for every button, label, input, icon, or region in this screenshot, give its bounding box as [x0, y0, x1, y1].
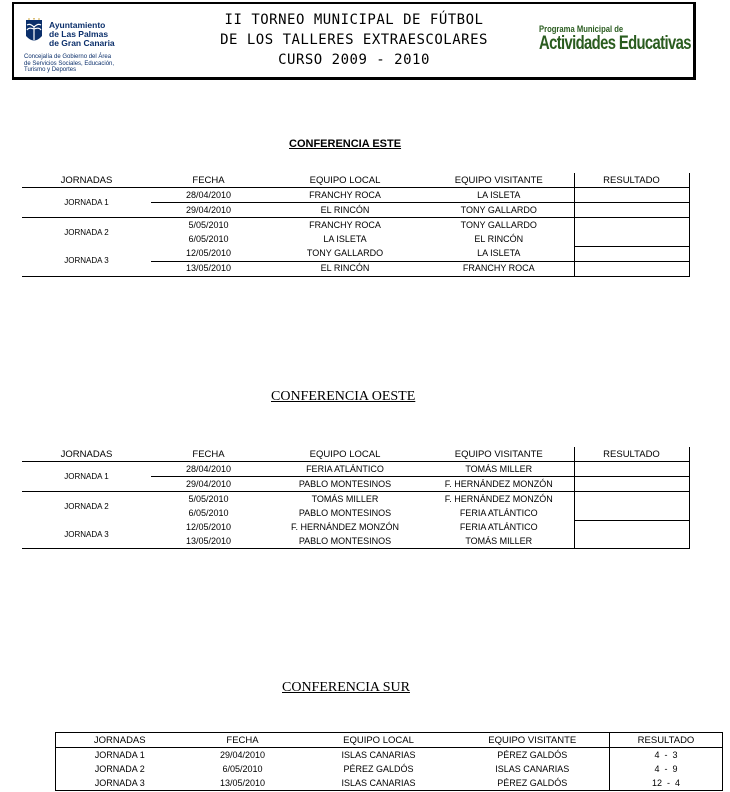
- concejalia-text: Concejalía de Gobierno del Área de Servicios Sociales, Educación, Turismo y Deportes: [24, 54, 115, 73]
- col-equipo-local: EQUIPO LOCAL: [266, 173, 424, 188]
- resultado-cell: [574, 520, 689, 549]
- programa-label: Programa Municipal de: [539, 24, 624, 34]
- jornada-label: JORNADA 1: [94, 749, 145, 760]
- col-equipo-local: EQUIPO LOCAL: [302, 733, 456, 748]
- table-header-row: [56, 733, 723, 748]
- jornada-label: JORNADA 1: [22, 188, 151, 218]
- col-equipo-local: EQUIPO LOCAL: [266, 447, 424, 462]
- resultado-cell: [574, 492, 689, 521]
- conferencia-oeste-table: [22, 447, 690, 549]
- resultado-cell: 4 - 3: [610, 748, 723, 763]
- jornada-label: JORNADA 2: [94, 763, 145, 774]
- fecha-cell: 12/05/2010: [151, 246, 266, 261]
- col-equipo-visitante: EQUIPO VISITANTE: [424, 173, 574, 188]
- visitante-cell: PÉREZ GALDÓS: [497, 777, 568, 788]
- resultado-cell: [574, 188, 689, 203]
- fecha-cell: 5/05/2010: [188, 493, 229, 504]
- col-jornadas: JORNADAS: [22, 173, 151, 188]
- jornada-label: JORNADA 2: [64, 501, 109, 511]
- conferencia-sur-title: CONFERENCIA SUR: [282, 680, 410, 695]
- local-cell: F. HERNÁNDEZ MONZÓN: [291, 521, 399, 532]
- fecha-cell: 5/05/2010: [188, 219, 229, 230]
- local-cell: PÉREZ GALDÓS: [343, 763, 414, 774]
- fecha-cell: 13/05/2010: [151, 261, 266, 276]
- local-cell: TOMÁS MILLER: [311, 493, 379, 504]
- fecha-cell: 29/04/2010: [151, 477, 266, 492]
- conferencia-oeste-title: CONFERENCIA OESTE: [271, 389, 416, 404]
- fecha-cell: 29/04/2010: [151, 203, 266, 218]
- local-cell: TONY GALLARDO: [266, 246, 424, 261]
- col-fecha: FECHA: [151, 447, 266, 462]
- local-cell: EL RINCÓN: [266, 203, 424, 218]
- visitante-cell: FERIA ATLÁNTICO: [459, 521, 538, 532]
- tournament-title: II TORNEO MUNICIPAL DE FÚTBOL DE LOS TALLERES EXTRAESCOLARES CURSO 2009 - 2010: [220, 12, 488, 68]
- col-fecha: FECHA: [184, 733, 302, 748]
- fecha-cell: 12/05/2010: [185, 521, 232, 532]
- table-row: [56, 776, 723, 791]
- local-cell: PABLO MONTESINOS: [266, 477, 424, 492]
- local-cell: FERIA ATLÁNTICO: [266, 462, 424, 477]
- resultado-cell: [574, 477, 689, 492]
- visitante-cell: TONY GALLARDO: [460, 219, 537, 230]
- visitante-cell: F. HERNÁNDEZ MONZÓN: [444, 493, 553, 504]
- jornada-label: JORNADA 3: [22, 246, 151, 276]
- resultado-cell: 12 - 4: [610, 776, 723, 791]
- fecha-cell: 6/05/2010: [222, 763, 263, 774]
- local-cell: ISLAS CANARIAS: [341, 777, 416, 788]
- local-cell: EL RINCÓN: [266, 261, 424, 276]
- col-jornadas: JORNADAS: [56, 733, 184, 748]
- fecha-cell: 28/04/2010: [151, 188, 266, 203]
- visitante-cell: PÉREZ GALDÓS: [497, 749, 568, 760]
- local-cell: LA ISLETA: [323, 233, 367, 244]
- table-row: [22, 492, 689, 507]
- local-cell: FRANCHY ROCA: [309, 219, 381, 230]
- col-equipo-visitante: EQUIPO VISITANTE: [456, 733, 610, 748]
- resultado-cell: 4 - 9: [610, 762, 723, 776]
- resultado-cell: [574, 218, 689, 247]
- local-cell: ISLAS CANARIAS: [341, 749, 416, 760]
- visitante-cell: ISLAS CANARIAS: [495, 763, 570, 774]
- resultado-cell: [574, 261, 689, 276]
- table-row: [56, 762, 723, 776]
- actividades-label: Actividades Educativas: [539, 33, 691, 54]
- col-resultado: RESULTADO: [574, 173, 689, 188]
- conferencia-este-table: [22, 173, 690, 277]
- col-jornadas: JORNADAS: [22, 447, 151, 462]
- local-cell: PABLO MONTESINOS: [266, 534, 424, 549]
- conferencia-sur-table: [55, 732, 723, 791]
- table-row: [22, 462, 689, 477]
- ayuntamiento-name: Ayuntamiento de Las Palmas de Gran Canaria: [49, 20, 115, 48]
- resultado-cell: [574, 462, 689, 477]
- fecha-cell: 29/04/2010: [219, 749, 266, 760]
- document-header: [12, 2, 696, 80]
- visitante-cell: LA ISLETA: [424, 246, 574, 261]
- visitante-cell: TOMÁS MILLER: [424, 534, 574, 549]
- col-resultado: RESULTADO: [610, 733, 723, 748]
- table-row: [22, 520, 689, 534]
- ayuntamiento-logo: [22, 14, 142, 76]
- fecha-cell: 13/05/2010: [151, 534, 266, 549]
- fecha-cell: 6/05/2010: [188, 233, 229, 244]
- conferencia-este-title: CONFERENCIA ESTE: [289, 138, 402, 150]
- resultado-cell: [574, 203, 689, 218]
- palm-emblem-icon: [24, 18, 44, 46]
- visitante-cell: TONY GALLARDO: [424, 203, 574, 218]
- local-cell: PABLO MONTESINOS: [298, 507, 392, 518]
- table-row: [22, 188, 689, 203]
- table-header-row: [22, 447, 689, 462]
- table-row: [22, 218, 689, 233]
- jornada-label: JORNADA 2: [64, 227, 109, 237]
- visitante-cell: EL RINCÓN: [474, 233, 524, 244]
- table-row: [56, 748, 723, 763]
- visitante-cell: LA ISLETA: [424, 188, 574, 203]
- table-header-row: [22, 173, 689, 188]
- col-equipo-visitante: EQUIPO VISITANTE: [424, 447, 574, 462]
- fecha-cell: 13/05/2010: [219, 777, 266, 788]
- jornada-label: JORNADA 3: [94, 777, 145, 788]
- jornada-label: JORNADA 1: [22, 462, 151, 492]
- programa-logo: [539, 24, 699, 54]
- fecha-cell: 6/05/2010: [188, 507, 229, 518]
- col-fecha: FECHA: [151, 173, 266, 188]
- table-row: [22, 246, 689, 261]
- local-cell: FRANCHY ROCA: [266, 188, 424, 203]
- jornada-label: JORNADA 3: [22, 520, 151, 549]
- visitante-cell: TOMÁS MILLER: [424, 462, 574, 477]
- visitante-cell: F. HERNÁNDEZ MONZÓN: [424, 477, 574, 492]
- visitante-cell: FRANCHY ROCA: [424, 261, 574, 276]
- fecha-cell: 28/04/2010: [151, 462, 266, 477]
- visitante-cell: FERIA ATLÁNTICO: [459, 507, 538, 518]
- col-resultado: RESULTADO: [574, 447, 689, 462]
- resultado-cell: [574, 246, 689, 261]
